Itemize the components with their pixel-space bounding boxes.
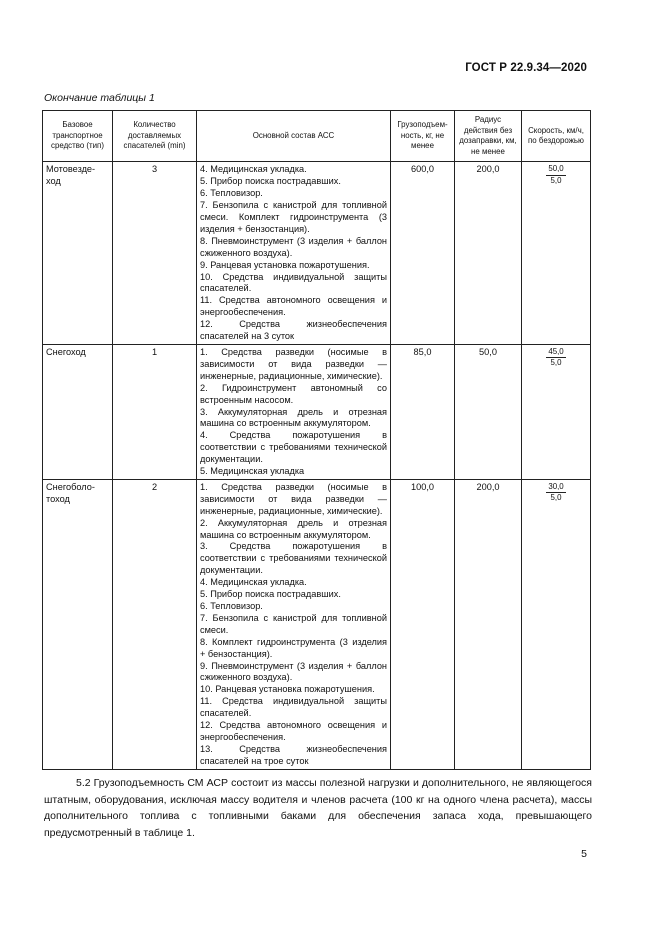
equipment-table bbox=[42, 110, 591, 770]
composition-item: 8. Комплект гидроинструмента (3 изделия + бензостанция). bbox=[200, 636, 387, 659]
composition-item: 9. Пневмоинструмент (3 изделия + баллон сжиженного воздуха). bbox=[200, 660, 387, 683]
speed-cell bbox=[522, 162, 591, 345]
col-header-composition: Основной состав АСС bbox=[197, 111, 391, 162]
speed-fraction bbox=[546, 164, 565, 186]
range-cell: 200,0 bbox=[455, 479, 522, 769]
rescuer-count-cell: 1 bbox=[113, 344, 197, 479]
speed-fraction bbox=[546, 482, 565, 504]
range-cell: 200,0 bbox=[455, 162, 522, 345]
composition-item: 2. Гидроинструмент автономный со встроенным насосом. bbox=[200, 382, 387, 405]
table-row bbox=[43, 344, 591, 479]
composition-item: 4. Медицинская укладка. bbox=[200, 164, 307, 175]
composition-item: 5. Прибор поиска пострадавших. bbox=[200, 589, 341, 600]
composition-item: 13. Средства жизнеобеспечения спасателей на трое суток bbox=[200, 743, 387, 766]
composition-item: 4. Медицинская укладка. bbox=[200, 577, 307, 588]
composition-item: 6. Тепловизор. bbox=[200, 188, 263, 199]
section-paragraph-5-2: 5.2 Грузоподъемность СМ АСР состоит из массы полезной нагрузки и дополнительного, не являющегося штатным, оборудования, исключая массу водителя и членов расчета (100 кг на одного члена расчета), массы дополнительного топлива с топливными баками для обеспечения запаса хода, превышающего предусмотренный в таблице 1. bbox=[44, 777, 592, 839]
composition-item: 2. Аккумуляторная дрель и отрезная машина со встроенным аккумулятором. bbox=[200, 517, 387, 540]
col-header-speed: Скорость, км/ч, по бездорожью bbox=[522, 111, 591, 162]
speed-denominator: 5,0 bbox=[550, 175, 562, 185]
composition-cell bbox=[197, 162, 391, 345]
load-capacity-cell: 600,0 bbox=[391, 162, 455, 345]
col-header-rescuer-count: Количество доставляемых спасателей (min) bbox=[113, 111, 197, 162]
load-capacity-cell: 85,0 bbox=[391, 344, 455, 479]
composition-item: 8. Пневмоинструмент (3 изделия + баллон сжиженного воздуха). bbox=[200, 235, 387, 258]
composition-item: 10. Средства индивидуальной защиты спасателей. bbox=[200, 271, 387, 294]
speed-cell bbox=[522, 344, 591, 479]
speed-fraction bbox=[546, 347, 565, 369]
composition-item: 5. Прибор поиска пострадавших. bbox=[200, 176, 341, 187]
composition-item: 7. Бензопила с канистрой для топливной смеси. bbox=[200, 612, 387, 635]
composition-item: 3. Аккумуляторная дрель и отрезная машина со встроенным аккумулятором. bbox=[200, 406, 387, 429]
load-capacity-cell: 100,0 bbox=[391, 479, 455, 769]
composition-item: 7. Бензопила с канистрой для топливной смеси. Комплект гидроинструмента (3 изделия + бензостанция). bbox=[200, 200, 387, 234]
vehicle-type-cell: Снегоболо-тоход bbox=[43, 479, 113, 769]
composition-item: 1. Средства разведки (носимые в зависимости от вида разведки — инженерные, радиационные, химические). bbox=[200, 481, 387, 516]
speed-denominator: 5,0 bbox=[550, 358, 562, 368]
composition-item: 5. Медицинская укладка bbox=[200, 466, 305, 477]
range-cell: 50,0 bbox=[455, 344, 522, 479]
speed-numerator: 30,0 bbox=[546, 482, 565, 494]
speed-cell bbox=[522, 479, 591, 769]
table-header-row bbox=[43, 111, 591, 162]
composition-item: 11. Средства автономного освещения и энергообеспечения. bbox=[200, 295, 387, 318]
table-caption: Окончание таблицы 1 bbox=[44, 92, 155, 104]
table-row bbox=[43, 162, 591, 345]
composition-cell bbox=[197, 479, 391, 769]
col-header-vehicle-type: Базовое транспортное средство (тип) bbox=[43, 111, 113, 162]
rescuer-count-cell: 3 bbox=[113, 162, 197, 345]
composition-item: 1. Средства разведки (носимые в зависимости от вида разведки — инженерные, радиационные, химические). bbox=[200, 346, 387, 381]
speed-numerator: 50,0 bbox=[546, 164, 565, 176]
composition-item: 4. Средства пожаротушения в соответствии с требованиями технической документации. bbox=[200, 430, 387, 465]
composition-item: 12. Средства автономного освещения и энергообеспечения. bbox=[200, 720, 387, 742]
vehicle-type-cell: Мотовезде-ход bbox=[43, 162, 113, 345]
table-row bbox=[43, 479, 591, 769]
col-header-range: Радиус действия без дозаправки, км, не менее bbox=[455, 111, 522, 162]
col-header-load-capacity: Грузоподъем-ность, кг, не менее bbox=[391, 111, 455, 162]
composition-cell bbox=[197, 344, 391, 479]
vehicle-type-cell: Снегоход bbox=[43, 344, 113, 479]
composition-item: 12. Средства жизнеобеспечения спасателей на 3 суток bbox=[200, 319, 387, 342]
composition-item: 3. Средства пожаротушения в соответствии с требованиями технической документации. bbox=[200, 541, 387, 576]
composition-item: 9. Ранцевая установка пожаротушения. bbox=[200, 259, 370, 270]
speed-denominator: 5,0 bbox=[550, 493, 562, 503]
standard-designation: ГОСТ Р 22.9.34—2020 bbox=[465, 62, 587, 74]
page-number: 5 bbox=[581, 848, 587, 860]
composition-item: 11. Средства индивидуальной защиты спасателей. bbox=[200, 696, 387, 719]
composition-item: 10. Ранцевая установка пожаротушения. bbox=[200, 684, 375, 695]
composition-item: 6. Тепловизор. bbox=[200, 601, 263, 611]
speed-numerator: 45,0 bbox=[546, 347, 565, 359]
rescuer-count-cell: 2 bbox=[113, 479, 197, 769]
